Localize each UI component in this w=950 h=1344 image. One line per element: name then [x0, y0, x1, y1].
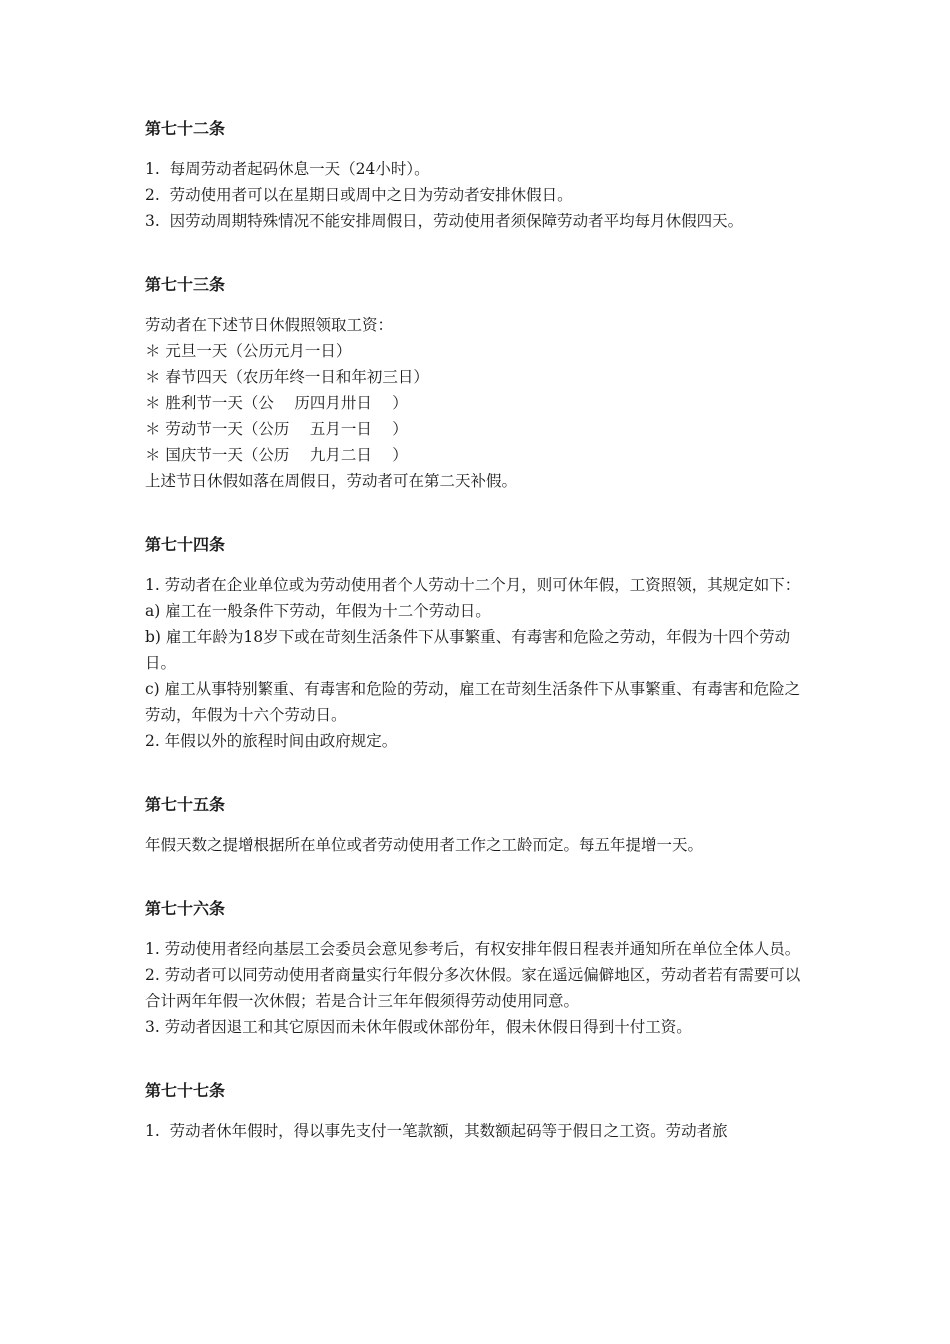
article-73	[145, 274, 810, 494]
list-item: b) 雇工年龄为18岁下或在苛刻生活条件下从事繁重、有毒害和危险之劳动，年假为十四个劳动日。	[145, 628, 791, 672]
list-item: 3. 劳动者因退工和其它原因而未休年假或休部份年，假未休假日得到十付工资。	[145, 1018, 692, 1036]
paragraph: 上述节日休假如落在周假日，劳动者可在第二天补假。	[145, 472, 518, 490]
list-item: 2. 劳动使用者可以在星期日或周中之日为劳动者安排休假日。	[145, 186, 573, 204]
list-item: 1. 劳动使用者经向基层工会委员会意见参考后，有权安排年假日程表并通知所在单位全体人员。	[145, 940, 801, 958]
list-item: ＊ 国庆节一天（公历 九月二日 ）	[145, 446, 408, 464]
paragraph: 年假天数之提增根据所在单位或者劳动使用者工作之工龄而定。每五年提增一天。	[145, 836, 704, 854]
list-item: ＊ 春节四天（农历年终一日和年初三日）	[145, 368, 429, 386]
article-heading: 第七十七条	[145, 1081, 226, 1100]
article-heading: 第七十六条	[145, 899, 226, 918]
list-item: c) 雇工从事特别繁重、有毒害和危险的劳动，雇工在苛刻生活条件下从事繁重、有毒害和危险之劳动，年假为十六个劳动日。	[145, 680, 801, 724]
article-72	[145, 118, 810, 234]
list-item: ＊ 劳动节一天（公历 五月一日 ）	[145, 420, 408, 438]
article-heading: 第七十二条	[145, 119, 226, 138]
list-item: 1. 劳动者休年假时，得以事先支付一笔款额，其数额起码等于假日之工资。劳动者旅	[145, 1122, 728, 1140]
article-74	[145, 534, 810, 754]
list-item: ＊ 元旦一天（公历元月一日）	[145, 342, 352, 360]
document-body	[145, 118, 810, 1184]
article-77	[145, 1080, 810, 1144]
list-item: 1. 每周劳动者起码休息一天（24小时）。	[145, 160, 430, 178]
list-item: ＊ 胜利节一天（公 历四月卅日 ）	[145, 394, 408, 412]
list-item: 1. 劳动者在企业单位或为劳动使用者个人劳动十二个月，则可休年假，工资照领，其规定如下：	[145, 576, 801, 594]
list-item: 2. 劳动者可以同劳动使用者商量实行年假分多次休假。家在遥远偏僻地区，劳动者若有需要可以合计两年年假一次休假；若是合计三年年假须得劳动使用同意。	[145, 966, 801, 1010]
article-heading: 第七十五条	[145, 795, 226, 814]
article-heading: 第七十三条	[145, 275, 226, 294]
article-heading: 第七十四条	[145, 535, 226, 554]
article-76	[145, 898, 810, 1040]
list-item: 3. 因劳动周期特殊情况不能安排周假日，劳动使用者须保障劳动者平均每月休假四天。	[145, 212, 744, 230]
list-item: 2. 年假以外的旅程时间由政府规定。	[145, 732, 398, 750]
article-75	[145, 794, 810, 858]
paragraph: 劳动者在下述节日休假照领取工资：	[145, 316, 394, 334]
list-item: a) 雇工在一般条件下劳动，年假为十二个劳动日。	[145, 602, 491, 620]
